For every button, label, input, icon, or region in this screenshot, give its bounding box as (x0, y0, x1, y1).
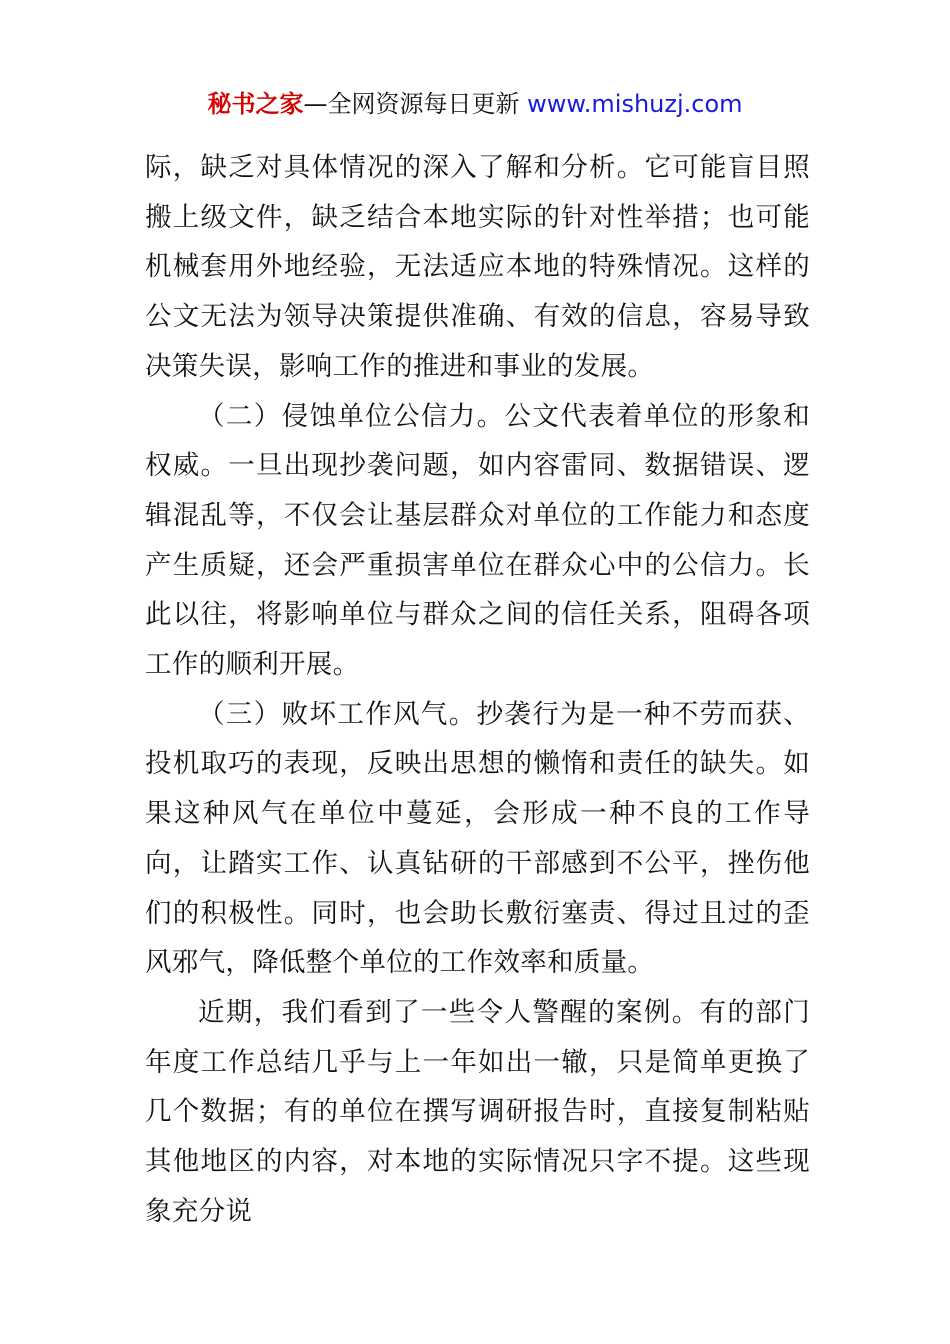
site-header (0, 86, 950, 122)
site-tagline: —全网资源每日更新 (303, 90, 528, 118)
paragraph-section-2: （二）侵蚀单位公信力。公文代表着单位的形象和权威。一旦出现抄袭问题，如内容雷同、数据错误、逻辑混乱等，不仅会让基层群众对单位的工作能力和态度产生质疑，还会严重损害单位在群众心中的公信力。长此以往，将影响单位与群众之间的信任关系，阻碍各项工作的顺利开展。 (145, 400, 810, 681)
paragraph-recent-cases: 近期，我们看到了一些令人警醒的案例。有的部门年度工作总结几乎与上一年如出一辙，只是简单更换了几个数据；有的单位在撰写调研报告时，直接复制粘贴其他地区的内容，对本地的实际情况只字不提。这些现象充分说 (145, 996, 810, 1227)
site-url-link[interactable]: www.mishuzj.com (527, 90, 743, 118)
site-brand: 秘书之家 (207, 90, 304, 118)
paragraph-section-3: （三）败坏工作风气。抄袭行为是一种不劳而获、投机取巧的表现，反映出思想的懒惰和责任的缺失。如果这种风气在单位中蔓延，会形成一种不良的工作导向，让踏实工作、认真钻研的干部感到不公平，挫伤他们的积极性。同时，也会助长敷衍塞责、得过且过的歪风邪气，降低整个单位的工作效率和质量。 (145, 698, 810, 979)
paragraph-continuation: 际，缺乏对具体情况的深入了解和分析。它可能盲目照搬上级文件，缺乏结合本地实际的针对性举措；也可能机械套用外地经验，无法适应本地的特殊情况。这样的公文无法为领导决策提供准确、有效的信息，容易导致决策失误，影响工作的推进和事业的发展。 (145, 152, 810, 382)
document-body (145, 143, 810, 1236)
